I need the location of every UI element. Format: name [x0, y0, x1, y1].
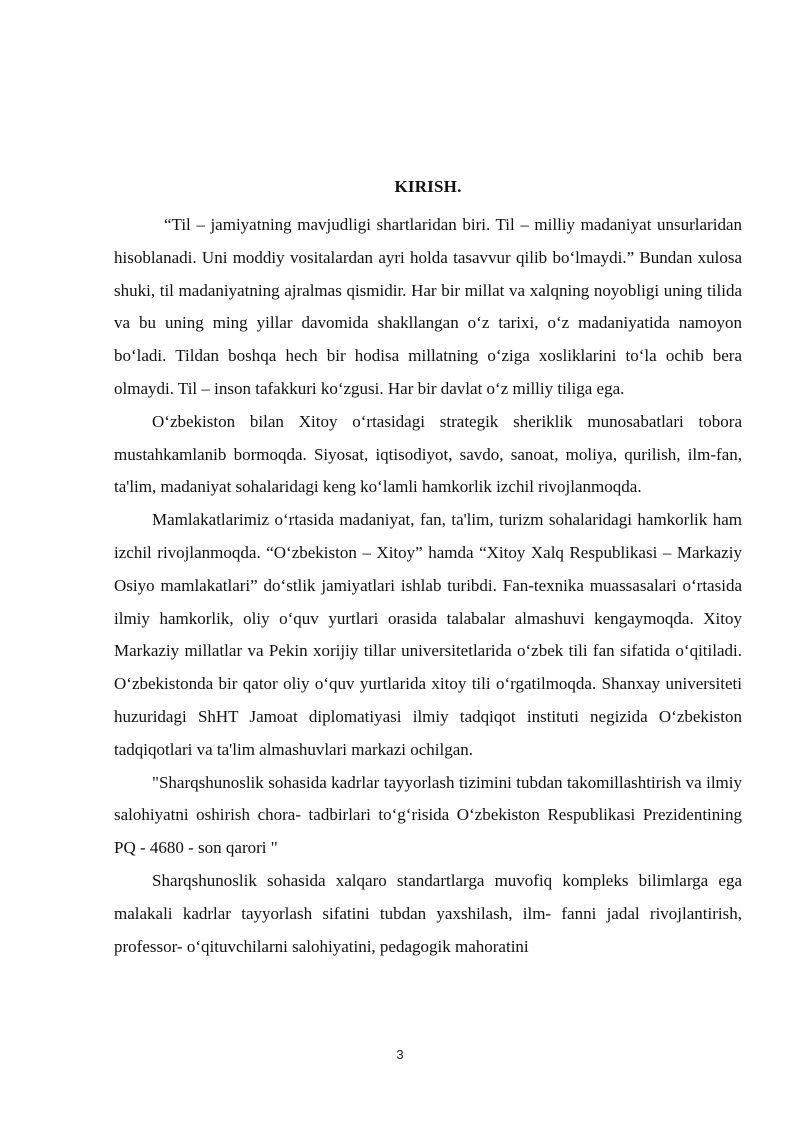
paragraph-4: "Sharqshunoslik sohasida kadrlar tayyorlash tizimini tubdan takomillashtirish va ilmiy salohiyatni oshirish chora- tadbirlari to‘g‘risida O‘zbekiston Respublikasi Prezidentining PQ - 4680 - son qarori " — [114, 772, 742, 858]
paragraph-5: Sharqshunoslik sohasida xalqaro standartlarga muvofiq kompleks bilimlarga ega malakali kadrlar tayyorlash sifatini tubdan yaxshilash, ilm- fanni jadal rivojlantirish, professor- o‘qituvchilarni salohiyatini, pedagogik mahoratini — [114, 870, 742, 956]
page-number: 3 — [396, 1047, 404, 1062]
page-content — [114, 170, 742, 963]
paragraph-3: Mamlakatlarimiz o‘rtasida madaniyat, fan, ta'lim, turizm sohalaridagi hamkorlik ham izchil rivojlanmoqda. “O‘zbekiston – Xitoy” hamda “Xitoy Xalq Respublikasi – Markaziy Osiyo mamlakatlari” do‘stlik jamiyatlari ishlab turibdi. Fan-texnika muassasalari o‘rtasida ilmiy hamkorlik, oliy o‘quv yurtlari orasida talabalar almashuvi kengaymoqda. Xitoy Markaziy millatlar va Pekin xorijiy tillar universitetlarida o‘zbek tili fan sifatida o‘qitiladi. O‘zbekistonda bir qator oliy o‘quv yurtlarida xitoy tili o‘rgatilmoqda. Shanxay universiteti huzuridagi ShHT Jamoat diplomatiyasi ilmiy tadqiqot instituti negizida O‘zbekiston tadqiqotlari va ta'lim almashuvlari markazi ochilgan. — [114, 510, 742, 759]
paragraph-2: O‘zbekiston bilan Xitoy o‘rtasidagi strategik sheriklik munosabatlari tobora mustahkamlanib bormoqda. Siyosat, iqtisodiyot, savdo, sanoat, moliya, qurilish, ilm-fan, ta'lim, madaniyat sohalaridagi keng ko‘lamli hamkorlik izchil rivojlanmoqda. — [114, 411, 742, 497]
section-heading: KIRISH. — [394, 177, 462, 196]
paragraph-1: “Til – jamiyatning mavjudligi shartlaridan biri. Til – milliy madaniyat unsurlaridan hisoblanadi. Uni moddiy vositalardan ayri holda tasavvur qilib bo‘lmaydi.” Bundan xulosa shuki, til madaniyatning ajralmas qismidir. Har bir millat va xalqning noyobligi uning tilida va bu uning ming yillar davomida shakllangan o‘z tarixi, o‘z madaniyatida namoyon bo‘ladi. Tildan boshqa hech bir hodisa millatning o‘ziga xosliklarini to‘la ochib bera olmaydi. Til – inson tafakkuri ko‘zgusi. Har bir davlat o‘z milliy tiliga ega. — [114, 215, 742, 398]
